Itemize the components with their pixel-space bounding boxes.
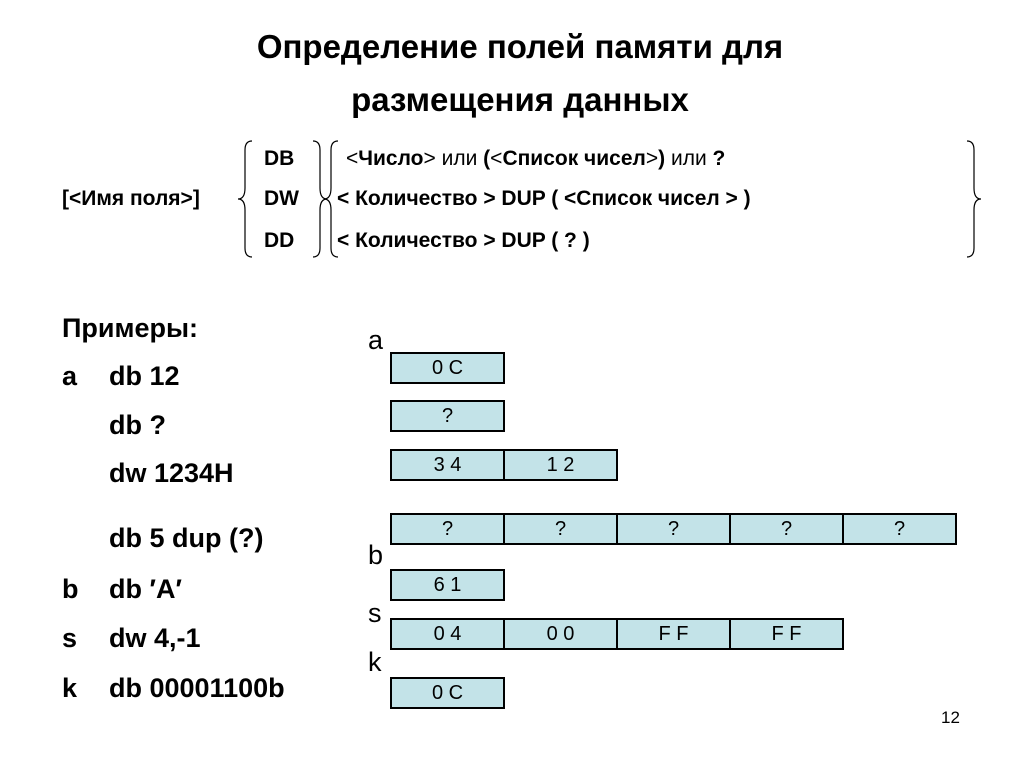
lt-symbol: < (346, 147, 359, 170)
memory-label-k: k (368, 647, 382, 677)
memory-cell: 0 0 (503, 618, 618, 650)
right-brace-options (964, 140, 984, 258)
slide-title-line1: Определение полей памяти для (256, 28, 784, 65)
directive-dd: DD (264, 229, 295, 252)
paren-open: ( (483, 147, 491, 170)
lt-symbol: < (490, 147, 503, 170)
memory-cell: ? (390, 513, 505, 545)
directive-dw: DW (264, 187, 299, 210)
gt-symbol: > (645, 147, 659, 170)
memory-cell: ? (729, 513, 844, 545)
page-number: 12 (941, 708, 960, 727)
example-label: b (62, 574, 79, 604)
memory-cell: ? (842, 513, 957, 545)
memory-label-s: s (368, 598, 382, 628)
or-word: или (435, 147, 484, 170)
number-word: Число (358, 147, 424, 170)
example-label: s (62, 623, 78, 653)
memory-cell: F F (729, 618, 844, 650)
field-name: [<Имя поля>] (62, 187, 200, 210)
memory-cell: 0 C (390, 677, 505, 709)
gt-symbol: > (423, 147, 436, 170)
memory-cell: 0 4 (390, 618, 505, 650)
paren-close: ) (658, 147, 666, 170)
slide-title-line2: размещения данных (351, 81, 689, 118)
example-code: dw 1234H (109, 458, 234, 488)
memory-cell: 1 2 (503, 449, 618, 481)
question-mark: ? (712, 147, 726, 170)
option-dup-q: < Количество > DUP ( ? ) (337, 229, 590, 252)
memory-cell: ? (390, 400, 505, 432)
option-dup-list: < Количество > DUP ( <Список чисел > ) (337, 187, 751, 210)
memory-label-b: b (368, 540, 384, 570)
example-code: db ′A′ (109, 574, 182, 604)
list-word: Список чисел (502, 147, 646, 170)
example-label: a (62, 361, 78, 391)
directive-db: DB (264, 147, 295, 170)
memory-cell: 3 4 (390, 449, 505, 481)
memory-cell: F F (616, 618, 731, 650)
memory-cell: ? (616, 513, 731, 545)
or-word: или (665, 147, 713, 170)
examples-heading: Примеры: (62, 313, 199, 343)
example-code: dw 4,-1 (109, 623, 201, 653)
example-code: db 12 (109, 361, 180, 391)
memory-cell: ? (503, 513, 618, 545)
left-brace (236, 140, 256, 258)
example-label: k (62, 673, 78, 703)
memory-cell: 0 C (390, 352, 505, 384)
example-code: db 5 dup (?) (109, 523, 264, 553)
memory-cell: 6 1 (390, 569, 505, 601)
memory-label-a: a (368, 325, 384, 355)
example-code: db 00001100b (109, 673, 285, 703)
option-value (346, 147, 725, 171)
example-code: db ? (109, 410, 166, 440)
